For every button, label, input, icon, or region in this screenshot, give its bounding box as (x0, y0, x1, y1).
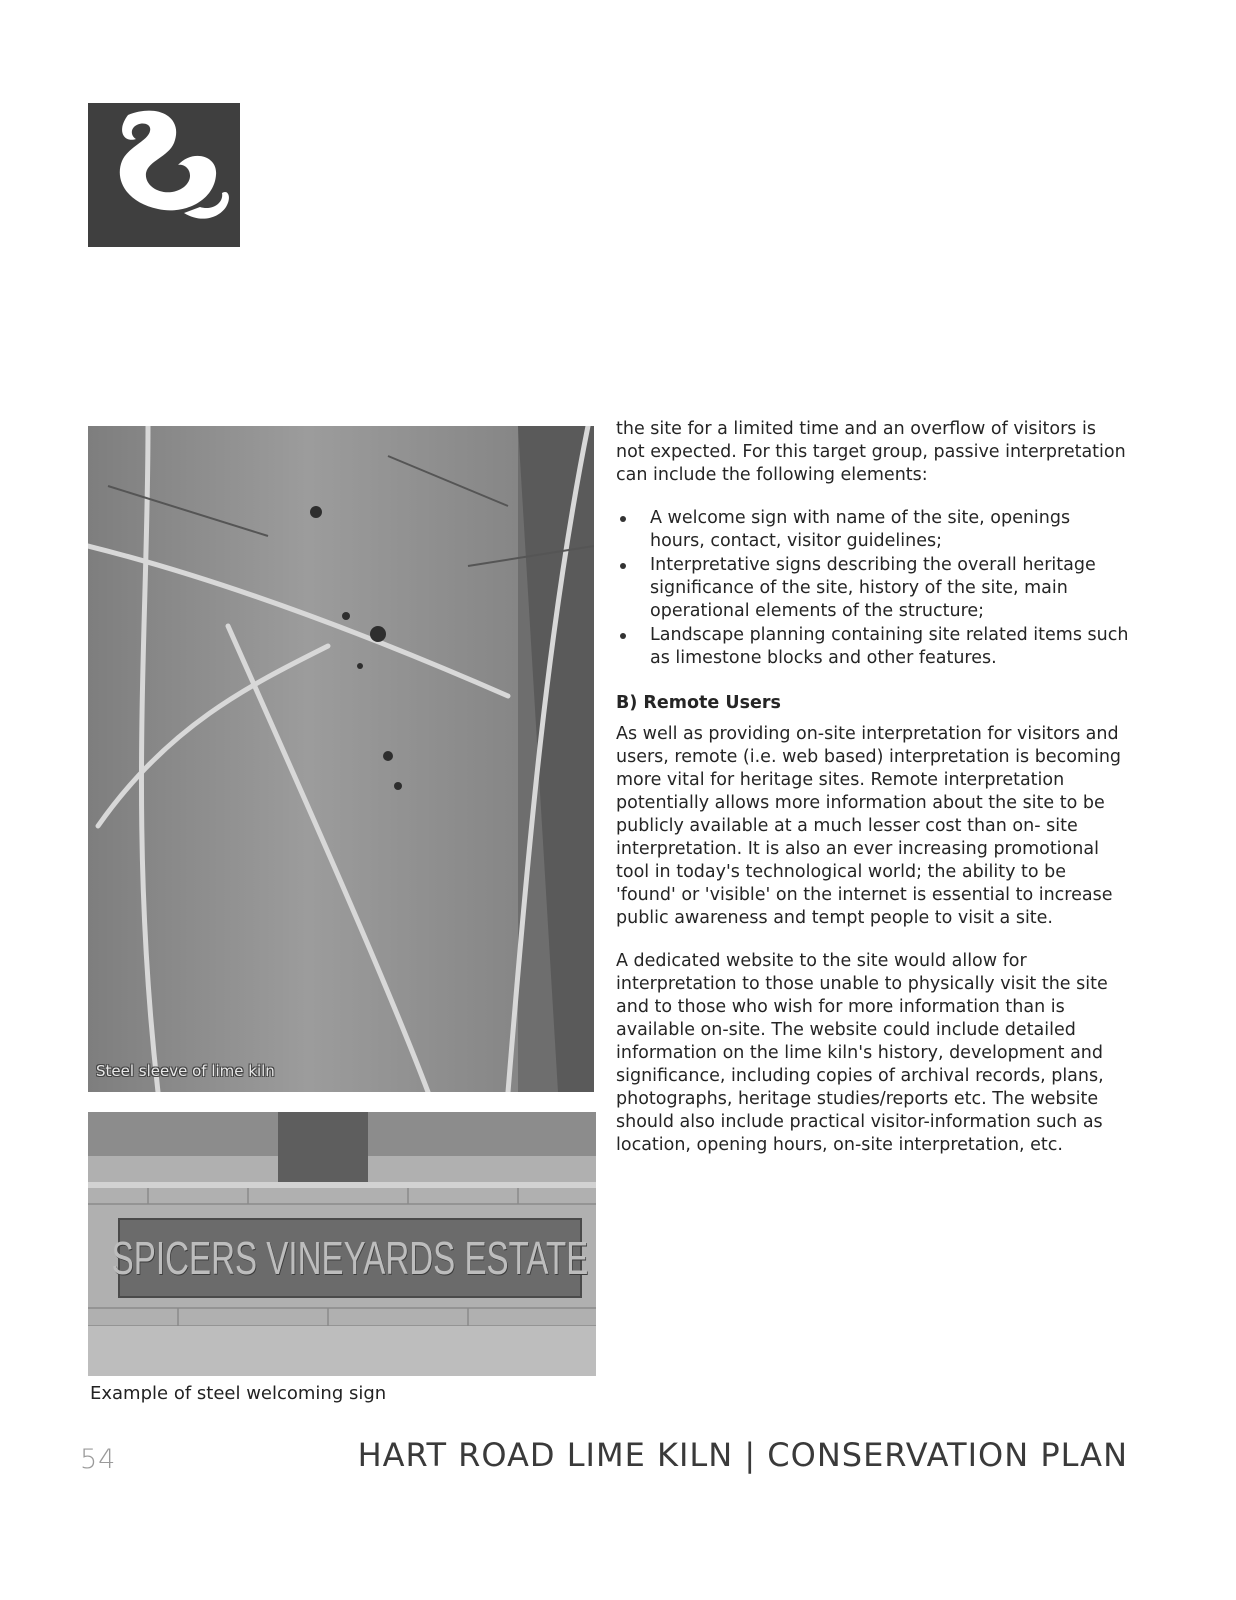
interpretation-elements-list (616, 507, 1130, 670)
kiln-sleeve-photo (88, 426, 594, 1092)
page-number: 54 (80, 1444, 117, 1475)
list-item: Interpretative signs describing the overall heritage significance of the site, history of the site, main operational elements of the structure; (616, 554, 1130, 623)
section-subheading: B) Remote Users (616, 693, 781, 713)
ampersand-logo-graphic (88, 103, 240, 247)
photo-inline-caption: Steel sleeve of lime kiln (96, 1062, 275, 1080)
intro-paragraph: the site for a limited time and an overflow of visitors is not expected. For this target group, passive interpretation can include the following elements: (616, 419, 1126, 485)
kiln-sleeve-photo-graphic (88, 426, 594, 1092)
sign-lettering: SPICERS VINEYARDS ESTATE (111, 1232, 589, 1284)
welcome-sign-photo (88, 1112, 596, 1376)
sign-plate (111, 1218, 589, 1298)
list-item: Landscape planning containing site related items such as limestone blocks and other features. (616, 624, 1130, 670)
photo-caption: Example of steel welcoming sign (90, 1383, 387, 1404)
website-paragraph: A dedicated website to the site would allow for interpretation to those unable to physically visit the site and to those who wish for more information than is available on-site. The website could include detailed information on the lime kiln's history, development and significance, including copies of archival records, plans, photographs, heritage studies/reports etc. The website should also include practical visitor-information such as location, opening hours, on-site interpretation, etc. (616, 951, 1108, 1155)
list-item: A welcome sign with name of the site, openings hours, contact, visitor guidelines; (616, 507, 1130, 553)
ampersand-logo (88, 103, 240, 247)
remote-users-paragraph: As well as providing on-site interpretation for visitors and users, remote (i.e. web based) interpretation is becoming more vital for heritage sites. Remote interpretation potentially allows more information about the site to be publicly available at a much lesser cost than on- site interpretation. It is also an ever increasing promotional tool in today's technological world; the ability to be 'found' or 'visible' on the internet is essential to increase public awareness and tempt people to visit a site. (616, 724, 1122, 928)
body-text-column (616, 418, 1130, 1177)
running-title: HART ROAD LIME KILN | CONSERVATION PLAN (357, 1436, 1128, 1474)
